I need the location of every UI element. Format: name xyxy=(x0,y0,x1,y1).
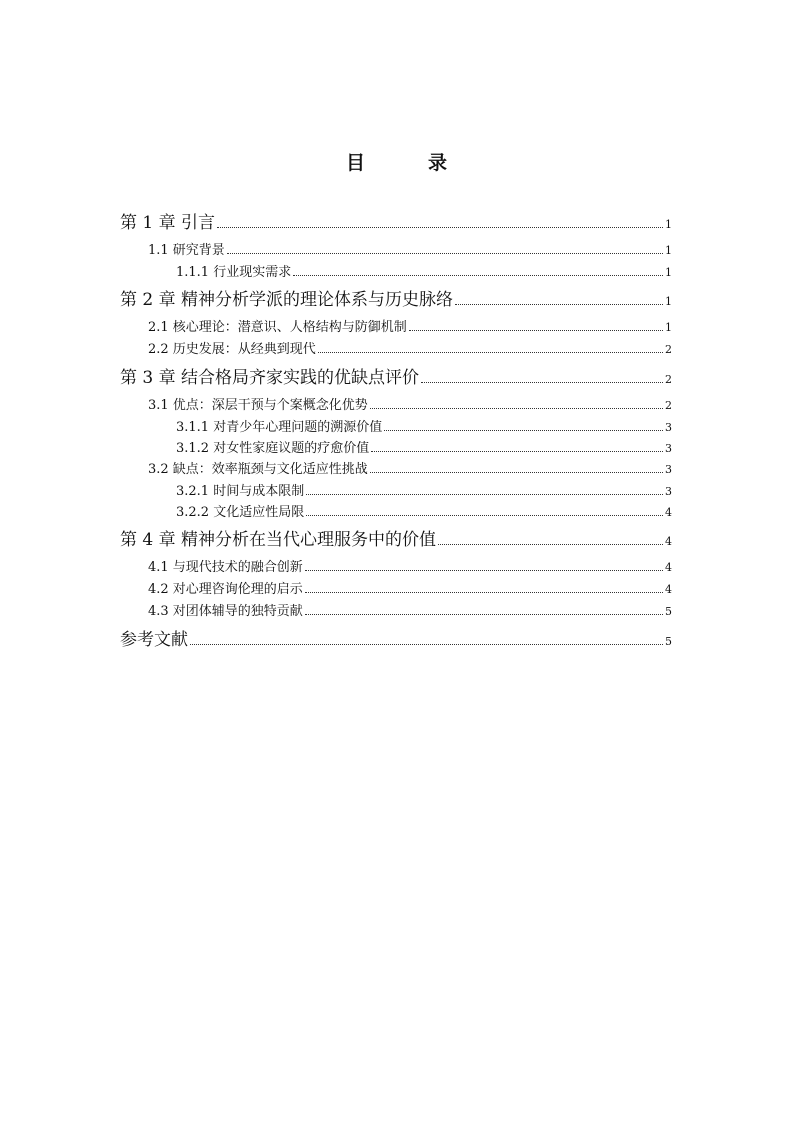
dot-leader xyxy=(190,643,663,645)
dot-leader xyxy=(455,303,663,305)
toc-entry-chapter-2[interactable] xyxy=(120,283,672,317)
toc-entry-label: 3.1.2 对女性家庭议题的疗愈价值 xyxy=(176,441,370,456)
toc-entry-chapter-4[interactable] xyxy=(120,523,672,557)
toc-entry-3-1-1[interactable] xyxy=(120,417,672,438)
toc-entry-label: 第 4 章 精神分析在当代心理服务中的价值 xyxy=(120,530,437,550)
toc-page-number: 5 xyxy=(665,635,672,648)
toc-page-number: 1 xyxy=(665,218,672,231)
toc-page-number: 3 xyxy=(665,485,672,498)
toc-page-number: 3 xyxy=(665,421,672,434)
toc-page-number: 4 xyxy=(665,535,672,548)
toc-page-number: 1 xyxy=(665,321,672,334)
toc-entry-1-1[interactable] xyxy=(120,240,672,262)
dot-leader xyxy=(306,514,663,516)
dot-leader xyxy=(306,493,663,495)
toc-page-number: 1 xyxy=(665,244,672,257)
dot-leader xyxy=(305,613,663,615)
toc-page-number: 5 xyxy=(665,605,672,618)
dot-leader xyxy=(370,471,663,473)
dot-leader xyxy=(370,407,663,409)
toc-entry-3-1-2[interactable] xyxy=(120,438,672,459)
toc-entry-2-2[interactable] xyxy=(120,339,672,361)
toc-page-number: 2 xyxy=(665,373,672,386)
toc-title: 目 录 xyxy=(345,152,469,174)
toc-page-number: 4 xyxy=(665,506,672,519)
toc-entry-3-2[interactable] xyxy=(120,459,672,481)
toc-page-number: 4 xyxy=(665,561,672,574)
toc-entry-2-1[interactable] xyxy=(120,317,672,339)
dot-leader xyxy=(305,591,663,593)
dot-leader xyxy=(409,329,663,331)
toc-page-number: 3 xyxy=(665,442,672,455)
toc-entry-label: 3.1.1 对青少年心理问题的溯源价值 xyxy=(176,420,383,435)
dot-leader xyxy=(293,274,663,276)
toc-entry-4-3[interactable] xyxy=(120,601,672,623)
toc-entry-3-2-1[interactable] xyxy=(120,481,672,502)
toc-entry-label: 2.2 历史发展：从经典到现代 xyxy=(148,342,316,357)
toc-entry-label: 4.2 对心理咨询伦理的启示 xyxy=(148,582,303,597)
toc-entry-chapter-1[interactable] xyxy=(120,206,672,240)
toc-entry-label: 3.1 优点：深层干预与个案概念化优势 xyxy=(148,398,368,413)
toc-page-number: 4 xyxy=(665,583,672,596)
dot-leader xyxy=(217,226,663,228)
dot-leader xyxy=(421,381,663,383)
toc-entry-label: 第 3 章 结合格局齐家实践的优缺点评价 xyxy=(120,368,420,388)
toc-entry-chapter-3[interactable] xyxy=(120,361,672,395)
toc-page-number: 2 xyxy=(665,343,672,356)
toc-entry-3-1[interactable] xyxy=(120,395,672,417)
toc-page-number: 2 xyxy=(665,399,672,412)
toc-entry-references[interactable] xyxy=(120,623,672,657)
toc-entry-label: 第 2 章 精神分析学派的理论体系与历史脉络 xyxy=(120,290,454,310)
toc-entry-1-1-1[interactable] xyxy=(120,262,672,283)
toc-entry-3-2-2[interactable] xyxy=(120,502,672,523)
toc-entry-label: 3.2.2 文化适应性局限 xyxy=(176,505,305,520)
toc-page-number: 3 xyxy=(665,463,672,476)
toc-entry-label: 1.1 研究背景 xyxy=(148,243,225,258)
toc-entry-label: 3.2.1 时间与成本限制 xyxy=(176,484,305,499)
dot-leader xyxy=(371,450,663,452)
toc-entry-label: 4.3 对团体辅导的独特贡献 xyxy=(148,604,303,619)
toc-entry-4-2[interactable] xyxy=(120,579,672,601)
dot-leader xyxy=(384,429,663,431)
toc-entry-label: 参考文献 xyxy=(120,630,188,650)
toc-entry-label: 3.2 缺点：效率瓶颈与文化适应性挑战 xyxy=(148,462,368,477)
toc-entry-label: 1.1.1 行业现实需求 xyxy=(176,265,292,280)
table-of-contents xyxy=(120,206,672,657)
dot-leader xyxy=(438,543,663,545)
toc-entry-label: 4.1 与现代技术的融合创新 xyxy=(148,560,303,575)
dot-leader xyxy=(227,252,663,254)
toc-page-number: 1 xyxy=(665,266,672,279)
toc-entry-label: 2.1 核心理论：潜意识、人格结构与防御机制 xyxy=(148,320,407,335)
dot-leader xyxy=(318,351,663,353)
dot-leader xyxy=(305,569,663,571)
toc-entry-label: 第 1 章 引言 xyxy=(120,213,216,233)
toc-entry-4-1[interactable] xyxy=(120,557,672,579)
toc-page-number: 1 xyxy=(665,295,672,308)
